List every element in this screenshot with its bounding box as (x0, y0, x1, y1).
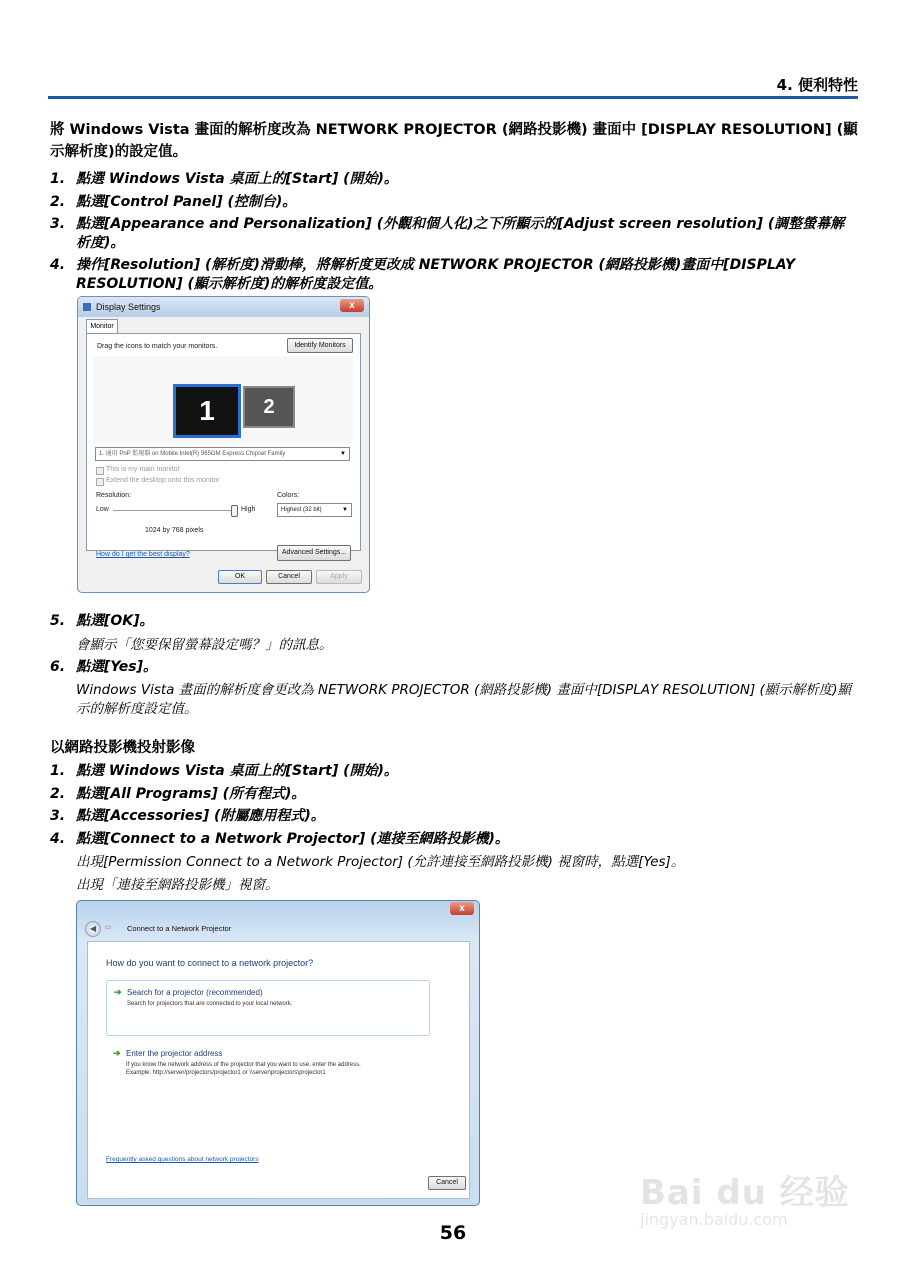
note-step-b4-permission: 出現[Permission Connect to a Network Projector] (允許連接至網路投影機) 視窗時，點選[Yes]。 (76, 854, 685, 870)
colors-label: Colors: (277, 492, 300, 499)
search-projector-option[interactable] (106, 980, 430, 1036)
wizard-content (87, 941, 470, 1199)
ok-button[interactable]: OK (218, 570, 262, 584)
header-rule (48, 96, 858, 99)
monitor-arrangement (93, 356, 353, 444)
window-titlebar (78, 297, 369, 317)
resolution-pixels: 1024 by 768 pixels (145, 527, 204, 534)
chevron-down-icon: ▼ (340, 451, 346, 457)
option-description: Search for projectors that are connected to your local network. (127, 1001, 293, 1007)
step-number: 1. (50, 171, 66, 187)
page-number: 56 (439, 1222, 467, 1244)
step-text: 點選 Windows Vista 桌面上的[Start] (開始)。 (76, 171, 398, 187)
step-number: 2. (50, 786, 66, 802)
window-title: Display Settings (96, 302, 161, 312)
extend-desktop-label: Extend the desktop onto this monitor (106, 477, 220, 484)
step-number: 4. (50, 257, 66, 273)
option-description (126, 1061, 426, 1077)
enter-address-option[interactable] (106, 1042, 428, 1082)
monitor-select[interactable] (95, 447, 350, 461)
wizard-question: How do you want to connect to a network projector? (106, 958, 314, 968)
step-number: 2. (50, 194, 66, 210)
watermark-url: jingyan.baidu.com (640, 1210, 788, 1229)
resolution-slider-track[interactable] (113, 510, 233, 511)
resolution-high-label: High (241, 506, 256, 513)
advanced-settings-button[interactable]: Advanced Settings... (277, 545, 351, 561)
apply-button[interactable]: Apply (316, 570, 362, 584)
step-number: 5. (50, 613, 66, 629)
main-monitor-checkbox[interactable] (96, 467, 104, 475)
display-settings-window (77, 296, 370, 593)
step-text: 點選[All Programs] (所有程式)。 (76, 786, 306, 802)
section-title: 以網路投影機投射影像 (50, 740, 195, 756)
step-text: 點選 Windows Vista 桌面上的[Start] (開始)。 (76, 763, 398, 779)
step-number: 3. (50, 808, 66, 824)
window-title: Connect to a Network Projector (127, 924, 232, 933)
tab-monitor[interactable]: Monitor (86, 319, 118, 334)
navigation-bar (81, 917, 475, 939)
chapter-header: 4. 便利特性 (776, 76, 858, 94)
close-button[interactable]: x (340, 299, 364, 312)
colors-select-value: Highest (32 bit) (281, 507, 322, 513)
step-text: 點選[Accessories] (附屬應用程式)。 (76, 808, 325, 824)
identify-monitors-button[interactable]: Identify Monitors (287, 338, 353, 353)
step-text: 點選[OK]。 (76, 613, 154, 629)
step-text: 點選[Connect to a Network Projector] (連接至網路投影機)。 (76, 831, 509, 847)
option-title: Search for a projector (recommended) (127, 988, 263, 997)
option-title: Enter the projector address (126, 1049, 223, 1058)
step-number: 1. (50, 763, 66, 779)
cancel-button[interactable]: Cancel (428, 1176, 466, 1190)
note-step-5: 會顯示「您要保留螢幕設定嗎？」的訊息。 (76, 637, 333, 653)
step-text: 操作[Resolution] (解析度)滑動棒，將解析度更改成 NETWORK PROJECTOR (網路投影機)畫面中[DISPLAY RESOLUTION] (顯示解析度)的解析度設定值。 (76, 257, 796, 292)
colors-select[interactable] (277, 503, 352, 517)
projector-icon: ▭ (105, 924, 112, 931)
connect-projector-window (76, 900, 480, 1206)
chevron-down-icon: ▼ (342, 507, 348, 513)
close-button[interactable]: x (450, 902, 474, 915)
option-example-line: Example: http://server/projectors/projector1 or \\server\projectors\projector1 (126, 1070, 326, 1076)
resolution-low-label: Low (96, 506, 109, 513)
watermark-brand: Bai du 经验 (640, 1173, 850, 1213)
step-number: 4. (50, 831, 66, 847)
drag-instruction: Drag the icons to match your monitors. (97, 343, 218, 350)
step-number: 3. (50, 216, 66, 232)
baidu-watermark (640, 1165, 855, 1229)
green-arrow-icon: ➔ (113, 1048, 121, 1058)
intro-paragraph: 將 Windows Vista 畫面的解析度改為 NETWORK PROJECTOR (網路投影機) 畫面中 [DISPLAY RESOLUTION] (顯示解析度)的設定值。 (50, 122, 858, 160)
display-icon (83, 303, 91, 311)
note-step-6: Windows Vista 畫面的解析度會更改為 NETWORK PROJECTOR (網路投影機) 畫面中[DISPLAY RESOLUTION] (顯示解析度)顯示的解析度設定值。 (76, 682, 852, 717)
back-arrow-icon[interactable]: ◀ (85, 921, 101, 937)
cancel-button[interactable]: Cancel (266, 570, 312, 584)
green-arrow-icon: ➔ (114, 987, 122, 997)
step-text: 點選[Control Panel] (控制台)。 (76, 194, 297, 210)
step-number: 6. (50, 659, 66, 675)
resolution-label: Resolution: (96, 492, 132, 499)
monitor-select-value: 1. 通用 PnP 監視器 on Mobile Intel(R) 965GM Express Chipset Family (99, 451, 286, 457)
resolution-slider-thumb[interactable] (231, 505, 238, 517)
monitor-2-icon[interactable]: 2 (243, 386, 295, 428)
best-display-help-link[interactable]: How do I get the best display? (96, 551, 190, 558)
note-step-b4-window: 出現「連接至網路投影機」視窗。 (76, 877, 279, 893)
option-description-line: If you know the network address of the projector that you want to use, enter the address. (126, 1062, 361, 1068)
step-text: 點選[Appearance and Personalization] (外觀和個人化)之下所顯示的[Adjust screen resolution] (調整螢幕解析度)。 (76, 216, 845, 251)
extend-desktop-checkbox[interactable] (96, 478, 104, 486)
main-monitor-label: This is my main monitor (106, 466, 180, 473)
monitor-1-icon[interactable]: 1 (173, 384, 241, 438)
step-text: 點選[Yes]。 (76, 659, 157, 675)
faq-link[interactable]: Frequently asked questions about network projectors (106, 1156, 259, 1163)
monitor-panel (86, 333, 361, 551)
